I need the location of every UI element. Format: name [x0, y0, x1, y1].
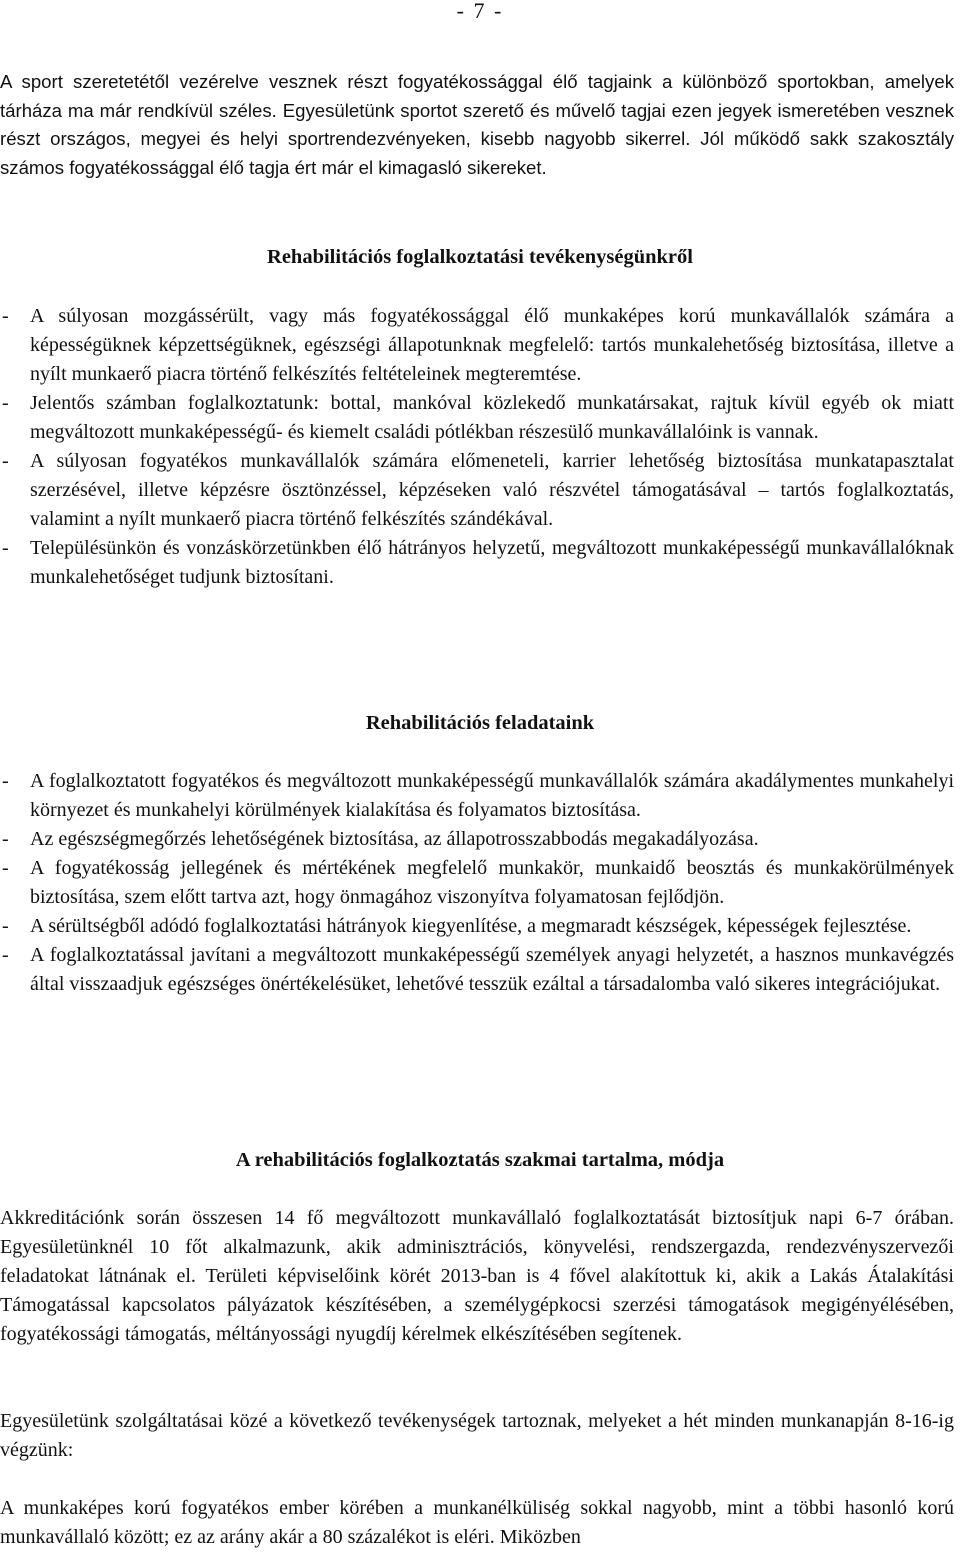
list-item: - A súlyosan fogyatékos munkavállalók számára előmeneteli, karrier lehetőség biztosítása munkatapasztalat szerzésével, illetve képzésre ösztönzéssel, képzéseken való részvétel támogatásával – tartós foglalkoztatás, valamint a nyílt munkaerő piacra történő felkészítés szándékával.: [0, 447, 954, 534]
list-item: - Az egészségmegőrzés lehetőségének biztosítása, az állapotrosszabbodás megakadályozása.: [0, 825, 954, 854]
section-heading-rehab-employment: Rehabilitációs foglalkoztatási tevékenységünkről: [267, 246, 693, 268]
section-heading-professional-content: A rehabilitációs foglalkoztatás szakmai tartalma, módja: [235, 1149, 725, 1171]
list-item: - A foglalkoztatott fogyatékos és megváltozott munkaképességű munkavállalók számára akadálymentes munkahelyi környezet és munkahelyi körülmények kialakítása és folyamatos biztosítása.: [0, 767, 954, 825]
section-heading-rehab-tasks: Rehabilitációs feladataink: [365, 712, 595, 734]
list-item: - A sérültségből adódó foglalkoztatási hátrányok kiegyenlítése, a megmaradt készségek, képességek fejlesztése.: [0, 912, 954, 941]
services-paragraph: Egyesületünk szolgáltatásai közé a következő tevékenységek tartoznak, melyeket a hét minden munkanapján 8-16-ig végzünk:: [0, 1410, 954, 1461]
list-item: - Településünkön és vonzáskörzetünkben élő hátrányos helyzetű, megváltozott munkaképességű munkavállalóknak munkalehetőséget tudjunk biztosítani.: [0, 534, 954, 592]
rehab-employment-list: [0, 302, 954, 592]
list-item: - A súlyosan mozgássérült, vagy más fogyatékossággal élő munkaképes korú munkavállalók számára a képességüknek képzettségüknek, egészségi állapotunknak megfelelő: tartós munkalehetőség biztosítása, illetve a nyílt munkaerő piacra történő felkészítés feltételeinek megteremtése.: [0, 302, 954, 389]
list-item: - Jelentős számban foglalkoztatunk: bottal, mankóval közlekedő munkatársakat, rajtuk kívül egyéb ok miatt megváltozott munkaképességű- és kiemelt családi pótlékban részesülő munkavállalóink is vannak.: [0, 389, 954, 447]
page-number: - 7 -: [456, 0, 504, 23]
professional-content-paragraph: Akkreditációnk során összesen 14 fő megváltozott munkavállaló foglalkoztatását biztosítjuk napi 6-7 órában. Egyesületünknél 10 főt alkalmazunk, akik adminisztrációs, könyvelési, rendszergazda, rendezvényszervezői feladatokat látnának el. Területi képviselőink körét 2013-ban is 4 fővel alakítottuk ki, akik a Lakás Átalakítási Támogatással kapcsolatos pályázatok készítésében, a személygépkocsi szerzési támogatások megigényélésében, fogyatékossági támogatás, méltányossági nyugdíj kérelmek elkészítésében segítenek.: [0, 1207, 954, 1345]
rehab-tasks-list: [0, 767, 954, 999]
list-item: - A fogyatékosság jellegének és mértékének megfelelő munkakör, munkaidő beosztás és munkakörülmények biztosítása, szem előtt tartva azt, hogy önmagához viszonyítva folyamatosan fejlődjön.: [0, 854, 954, 912]
list-item: - A foglalkoztatással javítani a megváltozott munkaképességű személyek anyagi helyzetét, a hasznos munkavégzés által visszaadjuk egészséges önértékelésüket, lehetővé tesszük ezáltal a társadalomba való sikeres integrációjukat.: [0, 941, 954, 999]
intro-paragraph: A sport szeretetétől vezérelve vesznek részt fogyatékossággal élő tagjaink a különböző sportokban, amelyek tárháza ma már rendkívül széles. Egyesületünk sportot szerető és művelő tagjai ezen jegyek ismeretében vesznek részt országos, megyei és helyi sportrendezvényeken, kisebb nagyobb sikerrel. Jól működő sakk szakosztály számos fogyatékossággal élő tagja ért már el kimagasló sikereket.: [0, 71, 954, 178]
employment-rate-paragraph: A munkaképes korú fogyatékos ember körében a munkanélküliség sokkal nagyobb, mint a többi hasonló korú munkavállaló között; ez az arány akár a 80 százalékot is eléri. Miközben: [0, 1497, 954, 1548]
